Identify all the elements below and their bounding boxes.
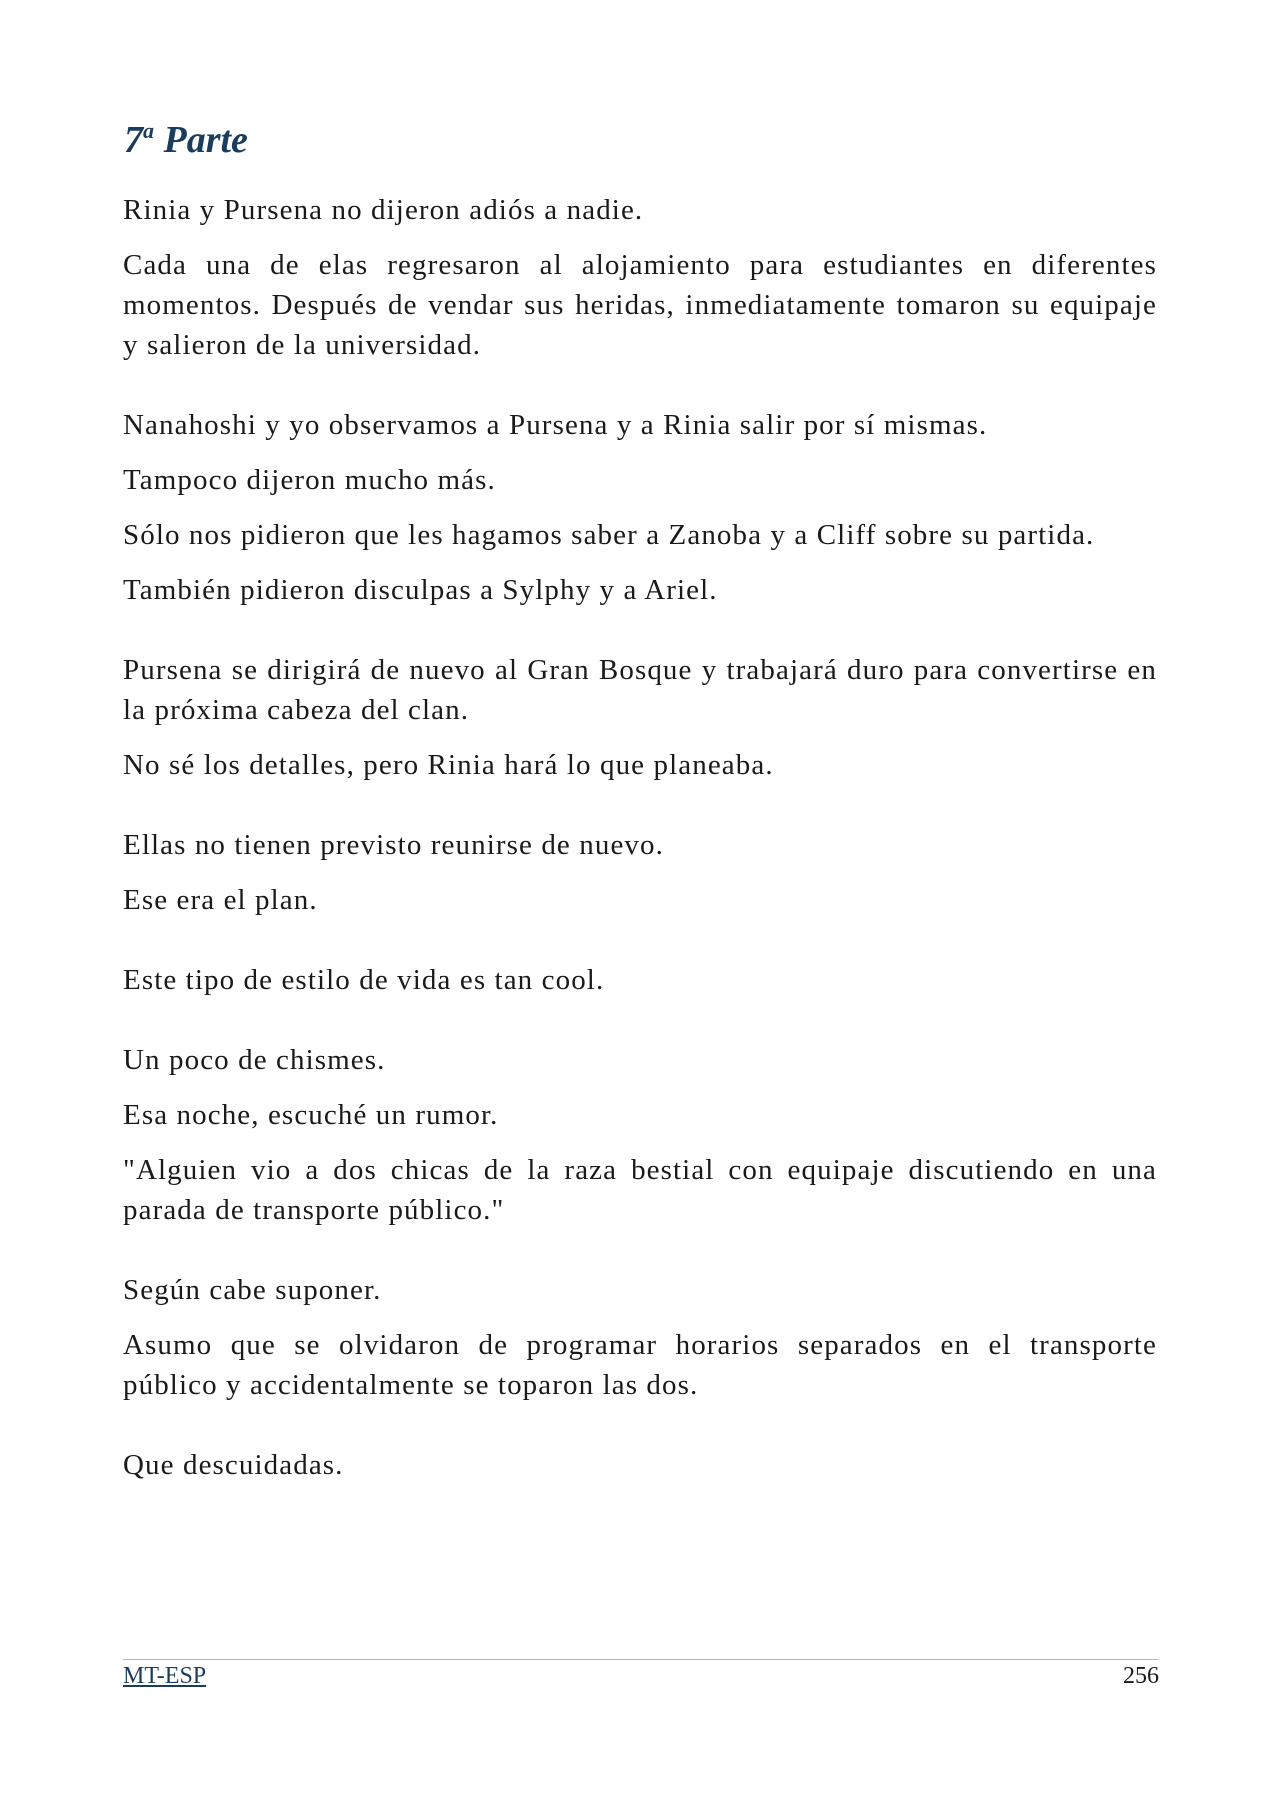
paragraph: "Alguien vio a dos chicas de la raza bestial con equipaje discutiendo en una parada de transporte público." [123, 1154, 1157, 1226]
paragraph: Este tipo de estilo de vida es tan cool. [123, 964, 605, 996]
paragraph: Sólo nos pidieron que les hagamos saber a Zanoba y a Cliff sobre su partida. [123, 519, 1095, 551]
paragraph: Tampoco dijeron mucho más. [123, 464, 496, 496]
footer-link[interactable]: MT-ESP [123, 1663, 207, 1689]
paragraph: También pidieron disculpas a Sylphy y a Ariel. [123, 574, 718, 606]
paragraph: Según cabe suponer. [123, 1274, 382, 1306]
heading-word: Parte [163, 119, 248, 161]
heading-number: 7 [124, 119, 143, 161]
paragraph: Que descuidadas. [123, 1449, 344, 1481]
paragraph: Nanahoshi y yo observamos a Pursena y a Rinia salir por sí mismas. [123, 409, 988, 441]
paragraph: Ellas no tienen previsto reunirse de nuevo. [123, 829, 664, 861]
body-text [123, 190, 1157, 1500]
paragraph: Ese era el plan. [123, 884, 318, 916]
footer-divider [123, 1659, 1159, 1660]
paragraph: Esa noche, escuché un rumor. [123, 1099, 499, 1131]
paragraph: Pursena se dirigirá de nuevo al Gran Bosque y trabajará duro para convertirse en la próxima cabeza del clan. [123, 654, 1157, 726]
paragraph: No sé los detalles, pero Rinia hará lo que planeaba. [123, 749, 774, 781]
paragraph: Un poco de chismes. [123, 1044, 386, 1076]
paragraph: Cada una de elas regresaron al alojamiento para estudiantes en diferentes momentos. Después de vendar sus heridas, inmediatamente tomaron su equipaje y salieron de la universidad. [123, 249, 1157, 361]
heading-ordinal: a [143, 118, 154, 143]
page-number: 256 [1123, 1663, 1159, 1689]
paragraph: Rinia y Pursena no dijeron adiós a nadie. [123, 194, 644, 226]
paragraph: Asumo que se olvidaron de programar horarios separados en el transporte público y accidentalmente se toparon las dos. [123, 1329, 1157, 1401]
section-heading [124, 118, 248, 164]
